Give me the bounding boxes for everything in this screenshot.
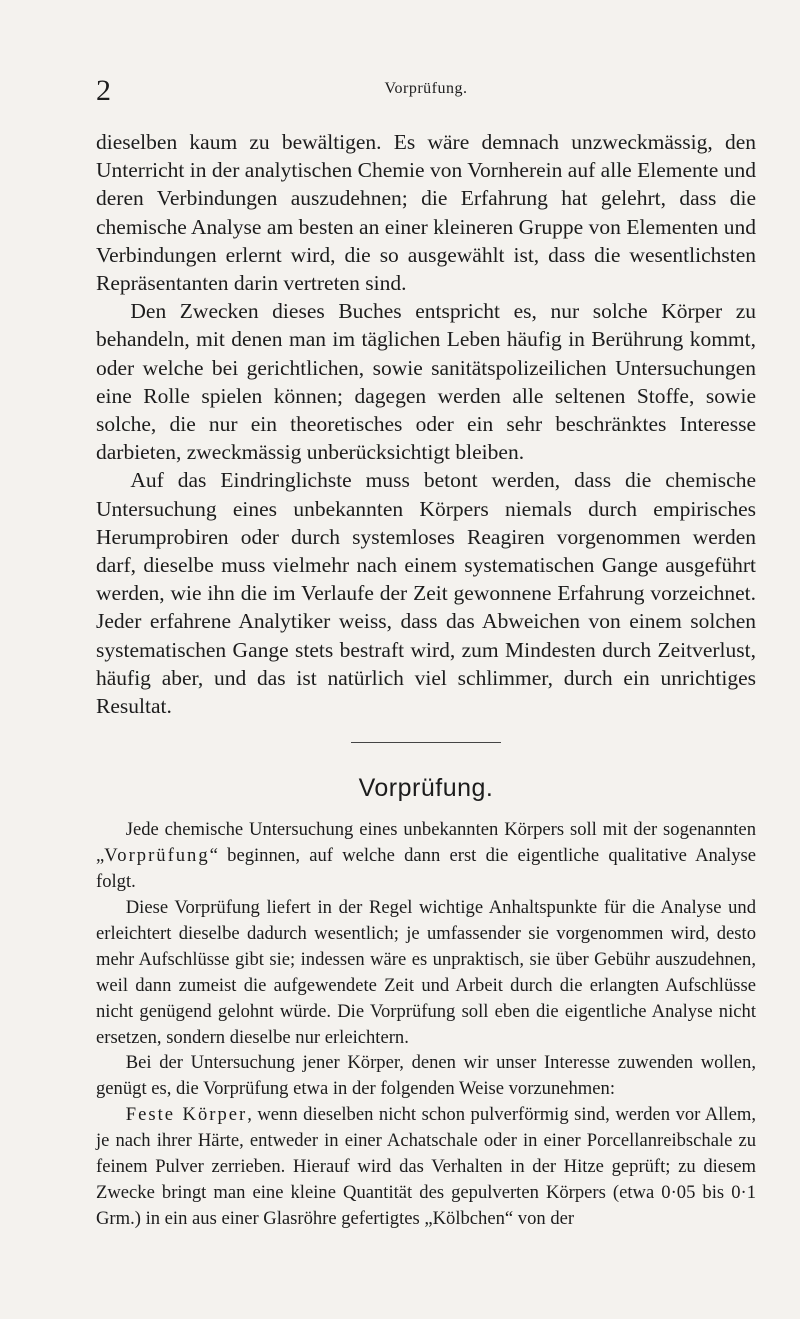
paragraph: Auf das Eindringlichste muss betont werden, dass die chemische Untersuchung eines unbekannten Körpers niemals durch empirisches Herumprobiren oder durch systemloses Reagiren vorgenommen werden darf, dieselbe muss vielmehr nach einem systematischen Gange ausgeführt werden, wie ihn die im Verlaufe der Zeit gewonnene Erfahrung vorzeichnet. Jeder erfahrene Analytiker weiss, dass das Abweichen von einem solchen systematischen Gange stets bestraft wird, zum Mindesten durch Zeitverlust, häufig aber, und das ist natürlich viel schlimmer, durch ein unrichtiges Resultat. xyxy=(96,468,756,719)
paragraph xyxy=(96,1102,756,1232)
section-divider xyxy=(351,742,501,743)
spaced-term: Feste Körper xyxy=(125,1104,248,1126)
spaced-term: Vorprüfung xyxy=(104,845,210,867)
page-header xyxy=(96,76,756,110)
section-text xyxy=(96,817,756,1232)
paragraph xyxy=(96,817,756,895)
book-page xyxy=(96,76,756,1232)
text-run: , wenn dieselben nicht schon pulverförmig sind, werden vor Allem, je nach ihrer Härte, entweder in einer Achatschale oder in einer Porcellanreibschale zu feinem Pulver zerrieben. Hierauf wird das Verhalten in der Hitze geprüft; zu diesem Zwecke bringt man eine kleine Quantität des gepulverten Körpers (etwa 0·05 bis 0·1 Grm.) in ein aus einer Glasröhre gefertigtes „Kölbchen“ von der xyxy=(96,1104,756,1229)
paragraph: dieselben kaum zu bewältigen. Es wäre demnach unzweckmässig, den Unterricht in der analytischen Chemie von Vornherein auf alle Elemente und deren Verbindungen auszudehnen; die Erfahrung hat gelehrt, dass die chemische Analyse am besten an einer kleineren Gruppe von Elementen und Verbindungen erlernt wird, die so ausgewählt ist, dass die wesentlichsten Repräsentanten darin vertreten sind. xyxy=(96,130,756,296)
running-head: Vorprüfung. xyxy=(384,80,468,97)
paragraph: Diese Vorprüfung liefert in der Regel wichtige Anhaltspunkte für die Analyse und erleichtert dieselbe dadurch wesentlich; je umfassender sie vorgenommen wird, desto mehr Aufschlüsse gibt sie; indessen wäre es unpraktisch, sie über Gebühr auszudehnen, weil dann zumeist die aufgewendete Zeit und Arbeit durch die erlangten Aufschlüsse nicht genügend gelohnt würde. Die Vorprüfung soll eben die eigentliche Analyse nicht ersetzen, sondern dieselbe nur erleichtern. xyxy=(96,896,756,1048)
intro-text xyxy=(96,128,756,720)
section-title: Vorprüfung. xyxy=(358,774,494,803)
page-number: 2 xyxy=(96,74,111,107)
text-run: Jede chemische Untersuchung eines unbekannten Körpers soll mit der sogenannten „ xyxy=(96,819,756,867)
paragraph: Bei der Untersuchung jener Körper, denen wir unser Interesse zuwenden wollen, genügt es, die Vorprüfung etwa in der folgenden Weise vorzunehmen: xyxy=(96,1052,756,1100)
text-run: “ beginnen, auf welche dann erst die eigentliche qualitative Analyse folgt. xyxy=(96,845,756,893)
paragraph: Den Zwecken dieses Buches entspricht es, nur solche Körper zu behandeln, mit denen man im täglichen Leben häufig in Berührung kommt, oder welche bei gerichtlichen, sowie sanitätspolizeilichen Untersuchungen eine Rolle spielen können; dagegen werden alle seltenen Stoffe, sowie solche, die nur ein theoretisches oder ein sehr beschränktes Interesse darbieten, zweckmässig unberücksichtigt bleiben. xyxy=(96,299,756,465)
